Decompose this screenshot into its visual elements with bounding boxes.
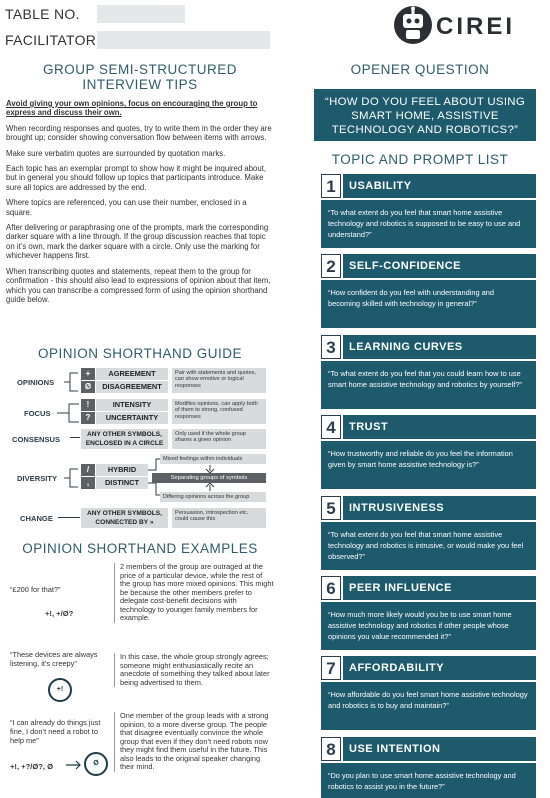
topic-number-box[interactable]: 4	[321, 415, 341, 439]
consensus-circle	[48, 678, 72, 702]
distinct-symbol: ,	[81, 477, 95, 489]
topic-number-box[interactable]: 1	[321, 174, 341, 198]
guide-title: OPINION SHORTHAND GUIDE	[37, 346, 243, 361]
differing-opinions-note: Differing opinions across the group	[160, 492, 266, 502]
example-quote: “These devices are always listening, it’s creepy”	[10, 650, 98, 668]
hybrid-name: HYBRID	[96, 464, 148, 476]
example-explanation: One member of the group leads with a strong opinion, to a more diverse group. The people that disagree eventually convince the whole group that even if they don’t need robots now they might find them useful in the future. This also leads to the original speaker changing their mind.	[114, 712, 274, 772]
opinions-bracket	[62, 368, 80, 396]
consensus-note: Only used if the whole group shares a given opinion	[172, 429, 266, 449]
example-code: +!	[56, 686, 64, 693]
example-explanation: 2 members of the group are outraged at the price of a particular device, while the rest of the group has more mixed opinions. This might be because the other members prefer to delegate cost-benefit decisions with technology to younger family members for example.	[114, 563, 274, 623]
topic-prompt: “How confident do you feel with understanding and becoming skilled with technology in general?”	[321, 280, 536, 328]
focus-label: FOCUS	[24, 409, 51, 418]
agreement-name: AGREEMENT	[96, 368, 168, 380]
topic-number-box[interactable]: 6	[321, 576, 341, 600]
topic-number-box[interactable]: 7	[321, 656, 341, 680]
topic-prompt: “To what extent do you feel that smart home assistive technology and robotics is supposed to be easy to use and understand?”	[321, 200, 536, 248]
topic-title: PEER INFLUENCE	[343, 576, 536, 600]
focus-note: Modifies opinions, can apply both of them to strong, confused responses	[172, 399, 266, 424]
agreement-symbol: +	[81, 368, 95, 380]
topic-title: USABILITY	[343, 174, 536, 198]
topic-title: AFFORDABILITY	[343, 656, 536, 680]
topic-prompt: “To what extent do you feel that smart home assistive technology and robotics is intrusive, or would make you feel observed?”	[321, 522, 536, 570]
facilitator-label: FACILITATOR	[5, 32, 97, 48]
diversity-label: DIVERSITY	[17, 474, 58, 483]
topic-prompt: “How much more likely would you be to use smart home assistive technology and robotics if other people whose opinions you value recommended it?”	[321, 602, 536, 650]
hybrid-symbol: /	[81, 464, 95, 476]
consensus-line	[70, 437, 80, 438]
topic-prompt: “How trustworthy and reliable do you feel the information given by smart home assistive technology is?”	[321, 441, 536, 489]
examples-title: OPINION SHORTHAND EXAMPLES	[22, 541, 258, 556]
change-line	[58, 517, 80, 518]
topic-number-box[interactable]: 5	[321, 496, 341, 520]
example-quote: “£200 for that?”	[10, 585, 61, 594]
example-code: +!, +/Ø?	[45, 609, 74, 618]
topic-title: INTRUSIVENESS	[343, 496, 536, 520]
topic-title: USE INTENTION	[343, 737, 536, 761]
topic-prompt: “Do you plan to use smart home assistive technology and robotics to assist you in the future?”	[321, 763, 536, 798]
topic-number-box[interactable]: 2	[321, 254, 341, 278]
opinions-label: OPINIONS	[17, 378, 55, 387]
intensity-symbol: !	[81, 399, 95, 411]
tip-paragraph: When transcribing quotes and statements, repeat them to the group for confirmation - this should also lead to expressions of opinion about that item, which you can transcribe a compressed form of using the opinion shorthand guide below.	[6, 266, 271, 304]
topic-prompt: “To what extent do you feel that you could learn how to use smart home assistive technology and robotics by yourself?”	[321, 361, 536, 409]
uncertainty-name: UNCERTAINTY	[96, 412, 168, 424]
disagreement-name: DISAGREEMENT	[96, 381, 168, 393]
tip-paragraph: Each topic has an exemplar prompt to show how it might be inquired about, but in general you should follow up topics that participants introduce. Make sure all topics are addressed by the end.	[6, 164, 267, 192]
tip-paragraph: Where topics are referenced, you can use their number, enclosed in a square.	[6, 198, 247, 217]
topic-title: SELF-CONFIDENCE	[343, 254, 536, 278]
logo-wordmark: CIREI	[436, 13, 516, 40]
tips-body	[6, 99, 272, 304]
topic-title: TRUST	[343, 415, 536, 439]
topic-prompt: “How affordable do you feel smart home assistive technology and robotics is to buy and maintain?”	[321, 682, 536, 730]
tip-paragraph: When recording responses and quotes, try to write them in the order they are brought up; consider showing conversation flow between items with arrows.	[6, 123, 272, 143]
tips-intro: Avoid giving your own opinions, focus on encouraging the group to express and discuss their own.	[6, 99, 258, 118]
robot-icon	[392, 4, 434, 46]
example-code: +!, +?/Ø?, Ø	[10, 762, 54, 771]
opener-title: OPENER QUESTION	[350, 62, 490, 77]
tip-paragraph: Make sure verbatim quotes are surrounded by quotation marks.	[6, 148, 226, 158]
disagreement-symbol: Ø	[81, 381, 95, 393]
separating-note: Separating groups of symbols	[152, 473, 266, 483]
tips-title: GROUP SEMI-STRUCTURED INTERVIEW TIPS	[42, 62, 237, 92]
topic-number-box[interactable]: 3	[321, 335, 341, 359]
diversity-bracket	[62, 464, 80, 492]
tip-paragraph: After delivering or paraphrasing one of the prompts, mark the corresponding darker square with a line through. If the group discussion reaches that topic on it’s own, mark the darker square with a circle. Only use the marking for whichever happens first.	[6, 223, 269, 261]
consensus-label: CONSENSUS	[12, 435, 61, 444]
focus-bracket	[55, 399, 80, 427]
intensity-name: INTENSITY	[96, 399, 168, 411]
table-no-field[interactable]	[97, 5, 185, 23]
example-explanation: In this case, the whole group strongly agrees; someone might enthusiastically recite an anecdote of something they talked about later being advertised to them.	[114, 653, 274, 687]
distinct-name: DISTINCT	[96, 477, 148, 489]
topics-title: TOPIC AND PROMPT LIST	[331, 152, 509, 167]
change-note: Persuasion, introspection etc. could cause this	[172, 508, 266, 528]
topic-title: LEARNING CURVES	[343, 335, 536, 359]
table-no-label: TABLE NO.	[5, 6, 80, 22]
opinions-note: Pair with statements and quotes, can show emotive or logical responses	[172, 368, 266, 393]
opener-question: “HOW DO YOU FEEL ABOUT USING SMART HOME, ASSISTIVE TECHNOLOGY AND ROBOTICS?”	[314, 89, 536, 141]
mixed-feelings-note: Mixed feelings within individuals	[160, 454, 266, 464]
uncertainty-symbol: ?	[81, 412, 95, 424]
change-arrow-icon	[64, 759, 84, 771]
change-name: ANY OTHER SYMBOLS, CONNECTED BY »	[81, 508, 168, 528]
topic-number-box[interactable]: 8	[321, 737, 341, 761]
consensus-name: ANY OTHER SYMBOLS, ENCLOSED IN A CIRCLE	[81, 429, 168, 449]
cirei-logo	[392, 4, 532, 46]
change-label: CHANGE	[20, 514, 53, 523]
example-quote: “I can already do things just fine, I don’t need a robot to help me”	[10, 718, 101, 745]
consensus-circle	[84, 752, 108, 776]
facilitator-field[interactable]	[97, 31, 270, 49]
example-code: Ø	[93, 760, 99, 767]
